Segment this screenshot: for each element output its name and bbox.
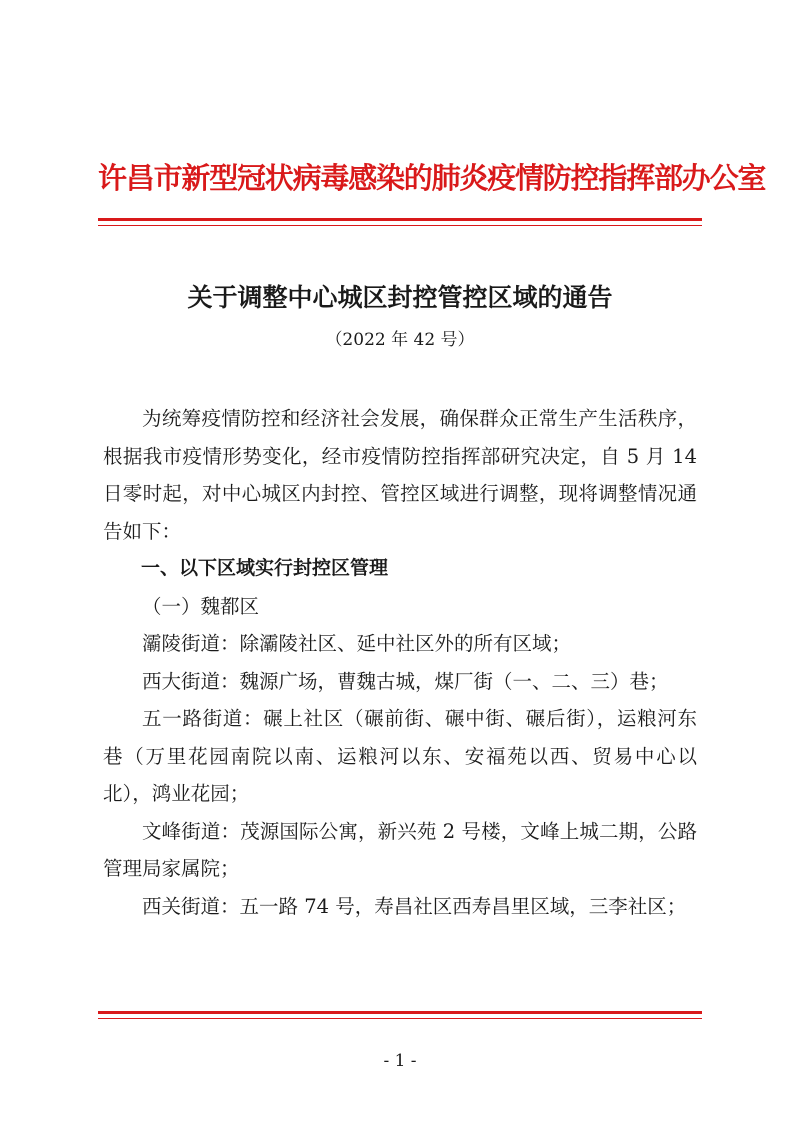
list-item: 五一路街道：碾上社区（碾前街、碾中街、碾后街），运粮河东巷（万里花园南院以南、运粮河以东、安福苑以西、贸易中心以北），鸿业花园； <box>103 707 697 805</box>
page-number: - 1 - <box>383 1051 417 1071</box>
footer-red-rule-thin <box>98 1018 702 1019</box>
list-item: 灞陵街道：除灞陵社区、延中社区外的所有区域； <box>142 632 572 655</box>
notice-number: （2022 年 42 号） <box>325 330 475 350</box>
issuing-authority-title: 许昌市新型冠状病毒感染的肺炎疫情防控指挥部办公室 <box>98 161 766 195</box>
intro-paragraph: 为统筹疫情防控和经济社会发展，确保群众正常生产生活秩序，根据我市疫情形势变化，经市疫情防控指挥部研究决定，自 5 月 14 日零时起，对中心城区内封控、管控区域进行调整，现将调整情况通告如下： <box>103 407 697 543</box>
list-item: 西关街道：五一路 74 号，寿昌社区西寿昌里区域，三李社区； <box>142 894 687 918</box>
notice-title: 关于调整中心城区封控管控区域的通告 <box>187 283 613 312</box>
list-item: 文峰街道：茂源国际公寓，新兴苑 2 号楼，文峰上城二期，公路管理局家属院； <box>103 819 697 880</box>
header-red-rule-thick <box>98 218 702 221</box>
footer-red-rule-thick <box>98 1011 702 1014</box>
list-item: 西大街道：魏源广场，曹魏古城，煤厂街（一、二、三）巷； <box>142 669 669 693</box>
section-heading: 一、以下区域实行封控区管理 <box>141 557 389 579</box>
subsection-heading: （一）魏都区 <box>142 594 260 618</box>
notice-body <box>103 400 697 925</box>
header-red-rule-thin <box>98 225 702 226</box>
